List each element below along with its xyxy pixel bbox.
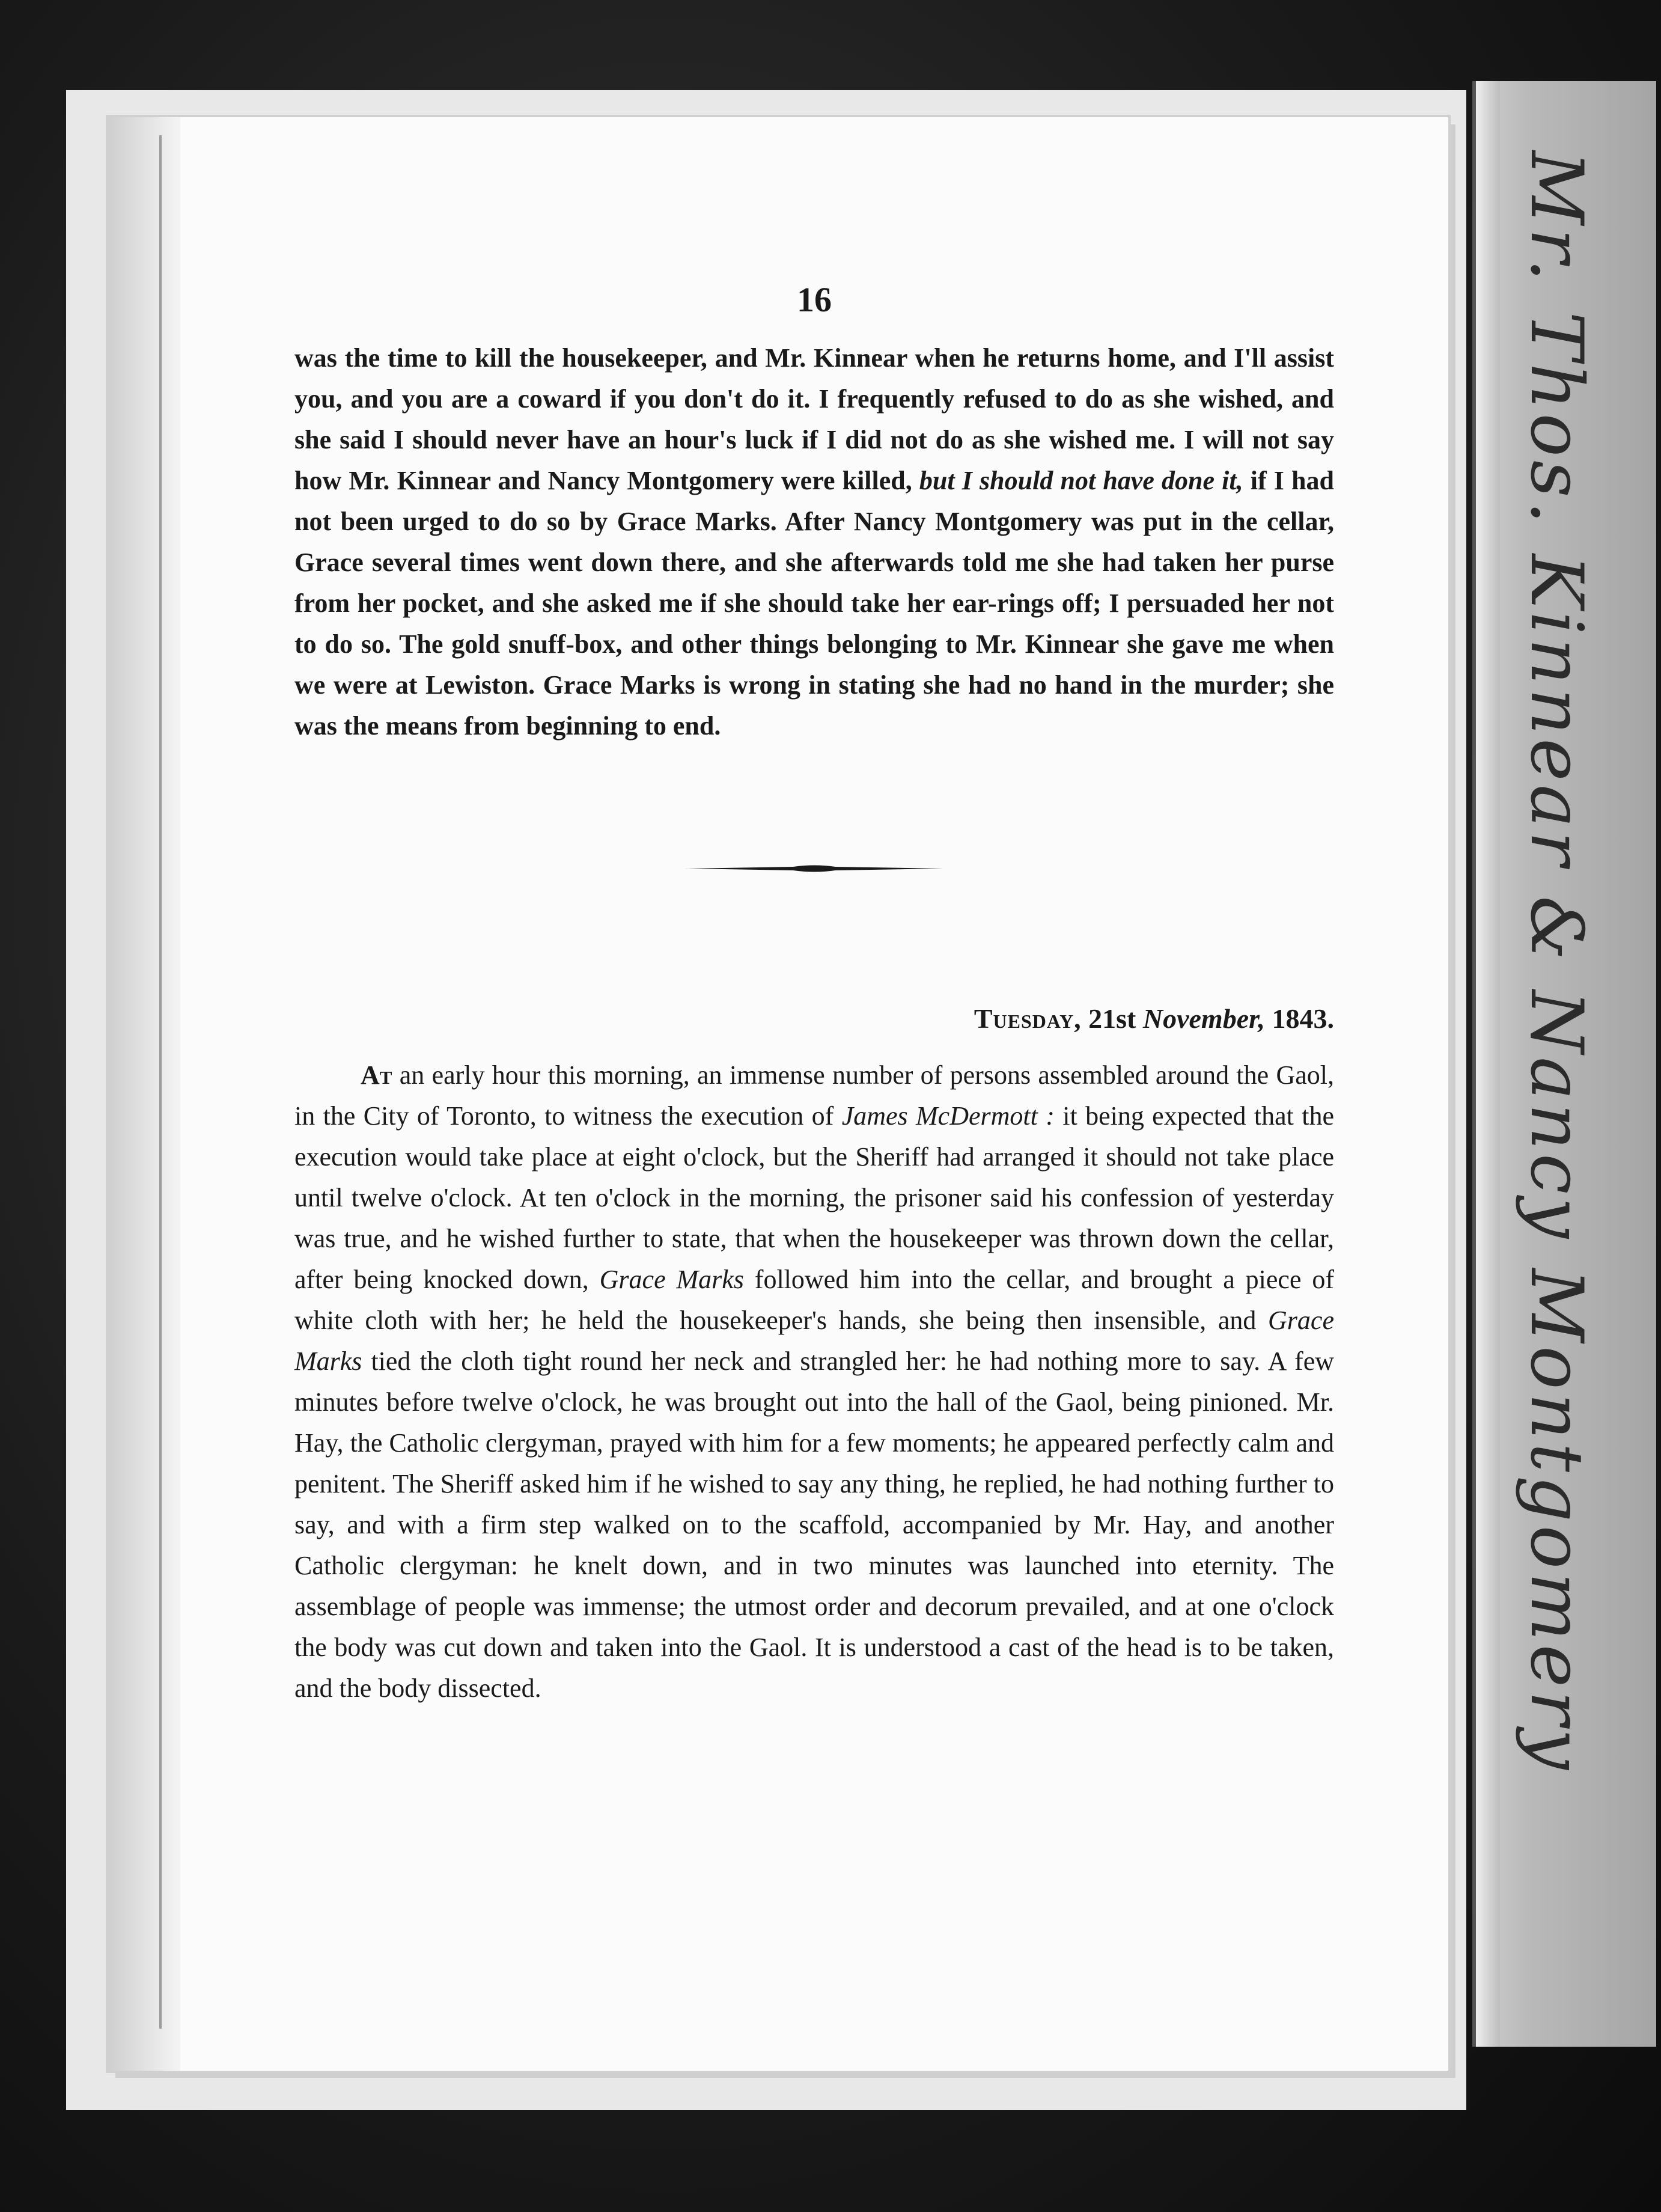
- dateline-date: 21st: [1081, 1003, 1143, 1034]
- execution-text-4: tied the cloth tight round her neck and strangled her: he had nothing more to say. A few minutes before twelve o'clock, he was brought out into the hall of the Gaol, being pinioned. Mr. Hay, the Catholic clergyman, prayed with him for a few moments; he appeared perfectly calm and penitent. The Sheriff asked him if he wished to say any thing, he replied, he had nothing further to say, and with a firm step walked on to the scaffold, accompanied by Mr. Hay, and another Catholic clergyman: he knelt down, and in two minutes was launched into eternity. The assemblage of people was immense; the utmost order and decorum prevailed, and at one o'clock the body was cut down and taken into the Gaol. It is understood a cast of the head is to be taken, and the body dissected.: [294, 1346, 1334, 1703]
- confession-text-1: was the time to kill the housekeeper, and Mr. Kinnear when he returns home, and I'll assist you, and you are a coward if you don't do it. I frequently refused to do as she wished, and she said I should never have an hour's luck if I did not do as she wished me. I will not say how Mr. Kinnear and Nancy Montgomery were killed,: [294, 343, 1334, 495]
- divider-rule: [685, 866, 943, 872]
- page-left-edge: [108, 117, 180, 2071]
- execution-text-2: it being expected that the execution would take place at eight o'clock, but the Sheriff had arranged it should not take place until twelve o'clock. At ten o'clock in the morning, the prisoner said his confession of yesterday was true, and he wished further to state, that when the housekeeper was thrown down the cellar, after being knocked down,: [294, 1101, 1334, 1294]
- confession-paragraph: [294, 338, 1334, 747]
- dateline: [294, 1003, 1334, 1034]
- execution-text-3: followed him into the cellar, and brought a piece of white cloth with her; he held the housekeeper's hands, she being then insensible, and: [294, 1265, 1334, 1335]
- execution-name-grace-2: Grace Marks: [294, 1306, 1334, 1376]
- spine-handwriting: [1487, 150, 1626, 1773]
- execution-lead: At: [361, 1060, 392, 1090]
- document-page: [108, 117, 1448, 2071]
- execution-name-grace-1: Grace Marks: [599, 1265, 744, 1294]
- page-edge-line: [159, 135, 162, 2029]
- spine-handwriting-text: Mr. Thos. Kinnear & Nancy Montgomery: [1514, 150, 1599, 1773]
- execution-name-mcdermott: James McDermott :: [841, 1101, 1055, 1131]
- execution-paragraph: [294, 1055, 1334, 1709]
- dateline-year: 1843.: [1265, 1003, 1334, 1034]
- page-number: 16: [797, 280, 832, 319]
- section-divider: [685, 864, 943, 873]
- dateline-month: November,: [1142, 1003, 1265, 1034]
- confession-italic: but I should not have done it,: [919, 466, 1243, 495]
- page-content: [294, 280, 1334, 1709]
- dateline-day: Tuesday,: [974, 1003, 1082, 1034]
- execution-text-1: an early hour this morning, an immense number of persons assembled around the Gaol, in the City of Toronto, to witness the execution of: [294, 1060, 1334, 1131]
- confession-text-2: if I had not been urged to do so by Grace Marks. After Nancy Montgomery was put in the cellar, Grace several times went down there, and she afterwards told me she had taken her purse from her pocket, and she asked me if she should take her ear-rings off; I persuaded her not to do so. The gold snuff-box, and other things belonging to Mr. Kinnear she gave me when we were at Lewiston. Grace Marks is wrong in stating she had no hand in the murder; she was the means from beginning to end.: [294, 466, 1335, 741]
